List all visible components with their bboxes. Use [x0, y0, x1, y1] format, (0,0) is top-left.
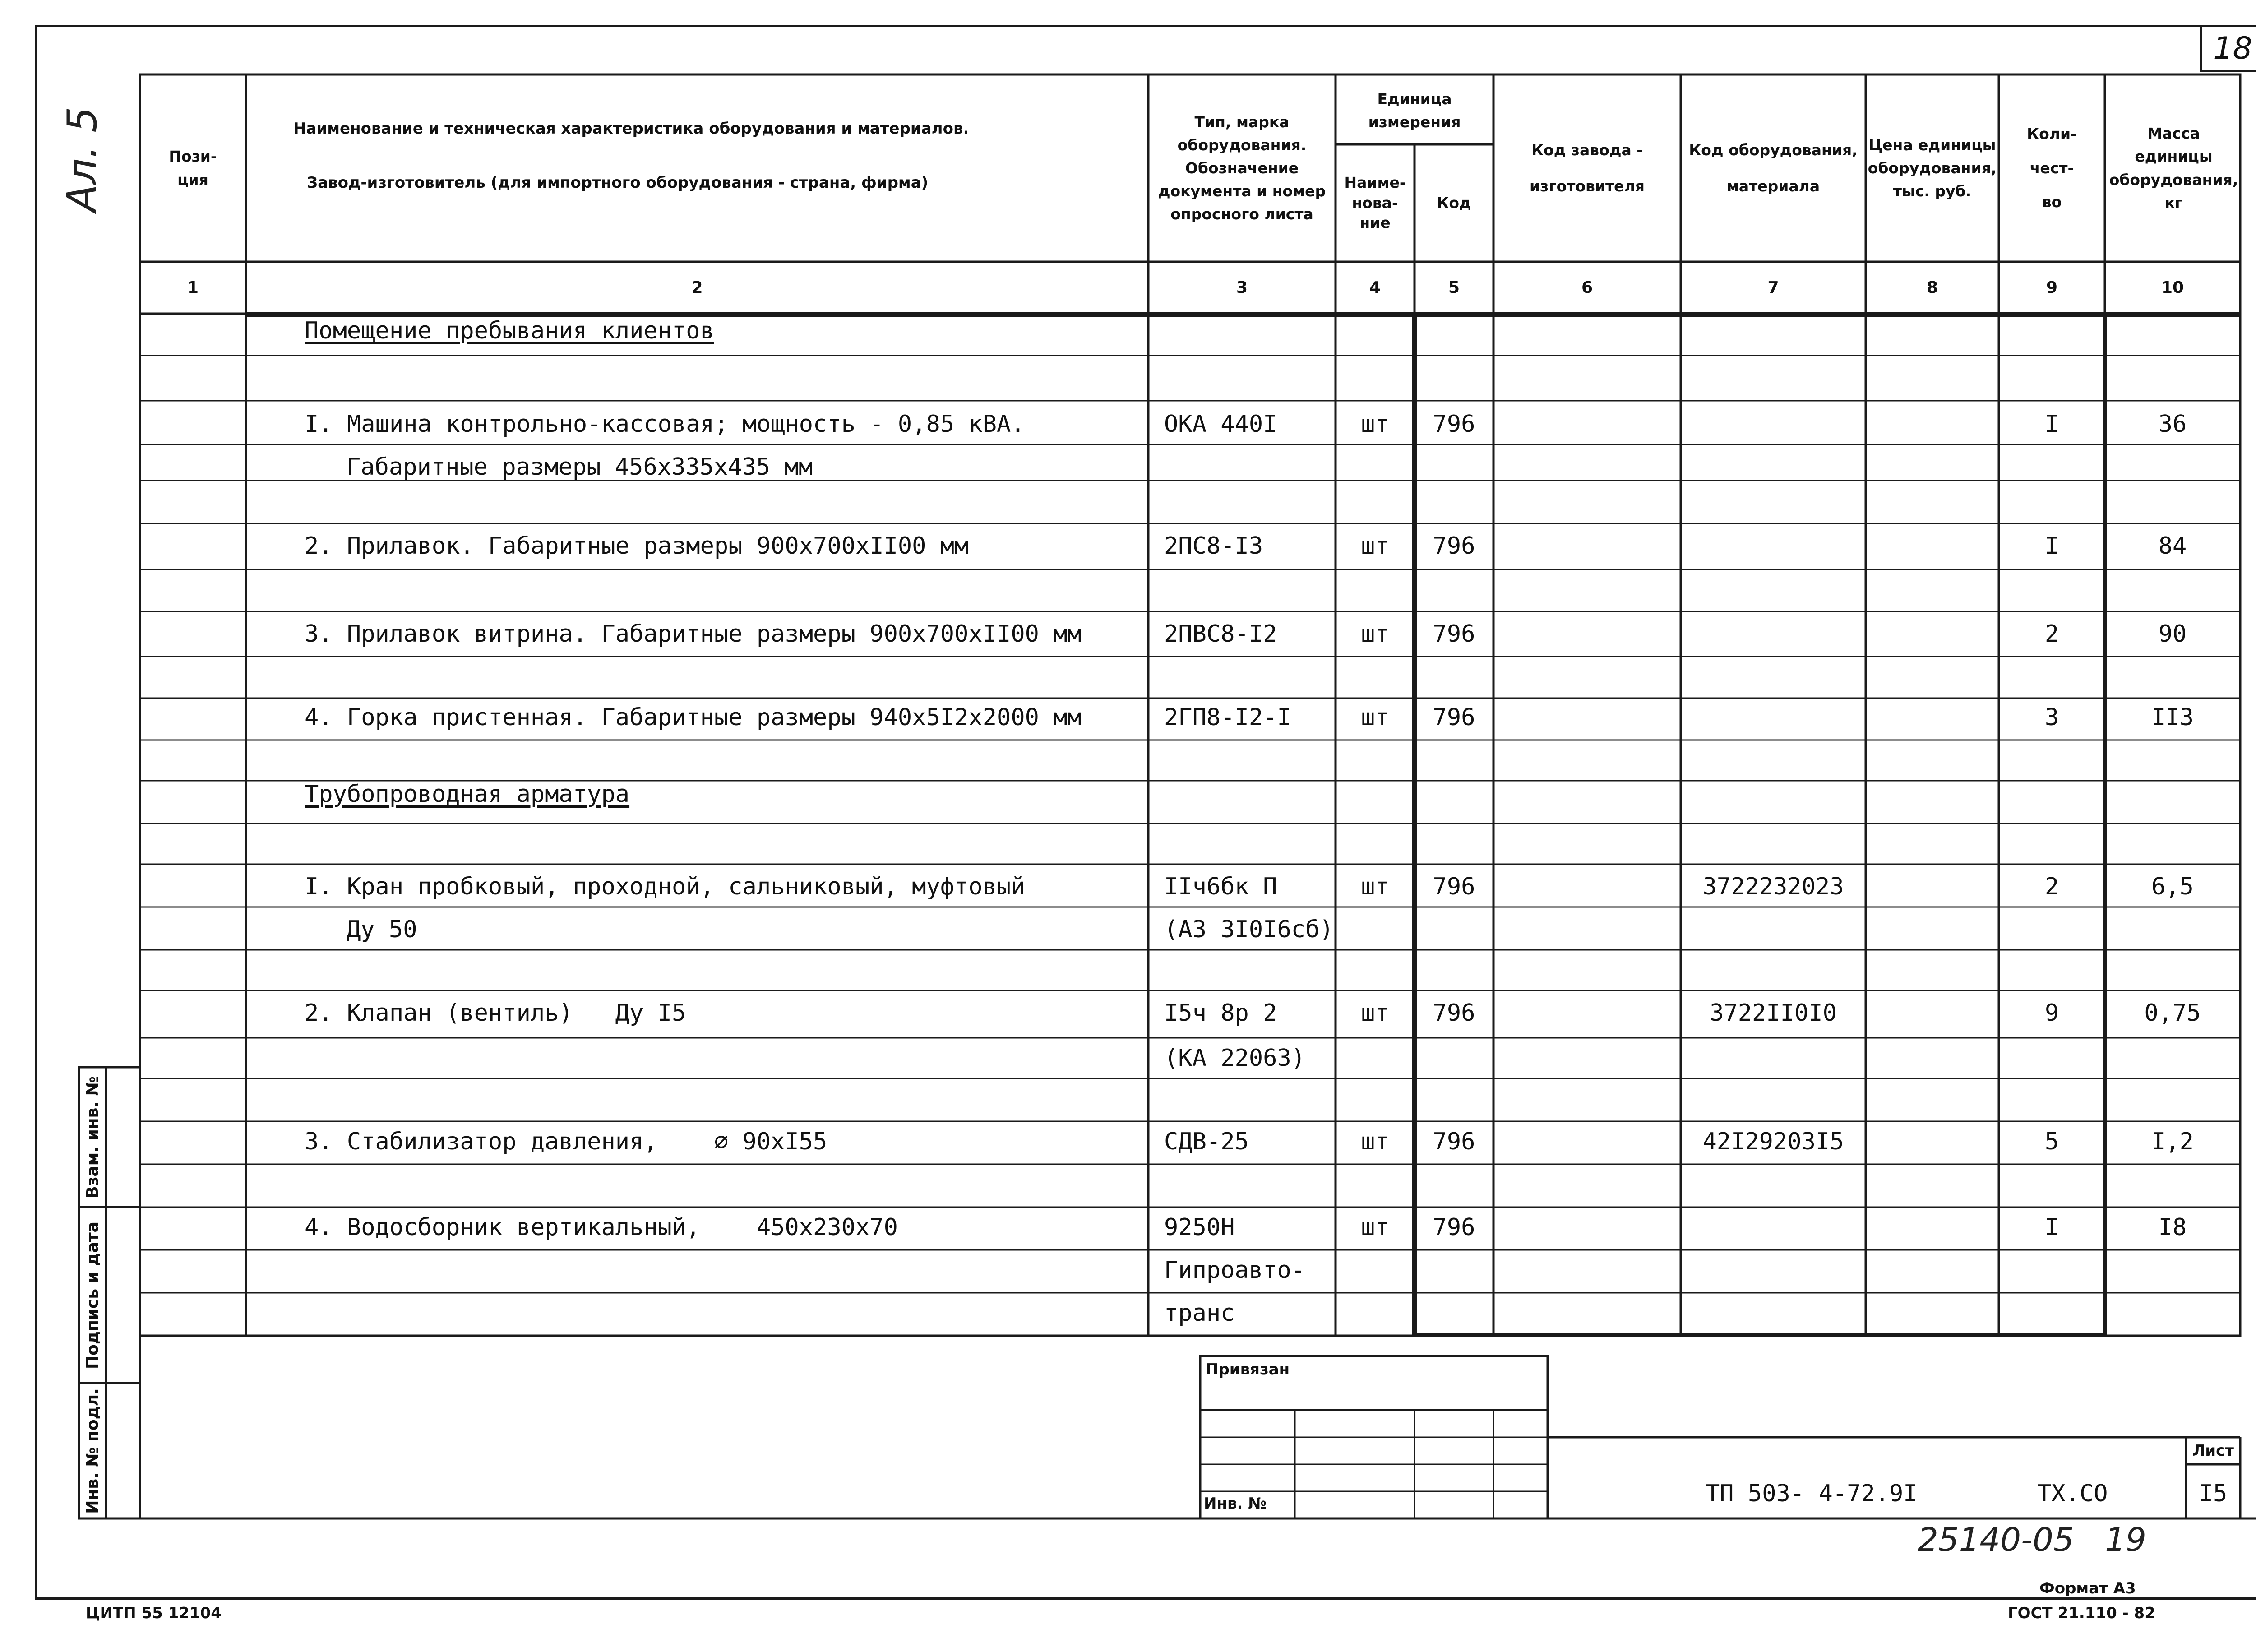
item-plug-valve-type: IIч6бк П: [1164, 873, 1277, 900]
col-header-pos: Пози- ция: [169, 148, 217, 189]
item-display-counter-code: 796: [1433, 620, 1475, 648]
item-display-counter-type: 2ПВС8-I2: [1164, 620, 1277, 648]
item-stabilizer-name: 3. Стабилизатор давления, ∅ 90xI55: [305, 1128, 828, 1155]
item-cash-register-dimensions: Габаритные размеры 456x335x435 мм: [347, 453, 813, 481]
item-globe-valve-name: 2. Клапан (вентиль) Ду I5: [305, 1000, 686, 1027]
page-number: 18: [2213, 31, 2252, 66]
item-stabilizer-type: СДВ-25: [1164, 1128, 1249, 1155]
item-cash-register-type: ОКА 440I: [1164, 411, 1277, 438]
item-counter-code: 796: [1433, 532, 1475, 560]
item-globe-valve-unit: шт: [1361, 1000, 1389, 1027]
col-number-3: 3: [1236, 278, 1248, 297]
item-plug-valve-du: Ду 50: [347, 916, 417, 943]
handwritten-archive-number: 25140-05 19: [1918, 1521, 2146, 1559]
section-title-pipe-fittings: Трубопроводная арматура: [305, 781, 630, 808]
item-drain-collector-qty: I: [2044, 1214, 2059, 1241]
stamp-original-inv-label: Инв. № подл.: [83, 1388, 102, 1514]
inv-number-label: Инв. №: [1204, 1495, 1267, 1513]
document-code: ТП 503- 4-72.9I: [1706, 1480, 1918, 1507]
item-wall-shelf-mass: II3: [2151, 704, 2194, 731]
item-counter-name: 2. Прилавок. Габаритные размеры 900x700xII00 мм: [305, 532, 969, 560]
footer-gost: ГОСТ 21.110 - 82: [2008, 1604, 2155, 1622]
handwritten-sheet-mark: Ал. 5: [59, 106, 106, 212]
item-plug-valve-qty: 2: [2044, 873, 2059, 900]
item-counter-unit: шт: [1361, 532, 1389, 560]
item-display-counter-name: 3. Прилавок витрина. Габаритные размеры 900x700xII00 мм: [305, 620, 1082, 648]
item-stabilizer-equip-code: 42I29203I5: [1702, 1128, 1844, 1155]
col-header-type: Тип, марка оборудования. Обозначение документа и номер опросного листа: [1158, 113, 1326, 223]
col-header-name-line1: Наименование и техническая характеристика оборудования и материалов.: [293, 120, 969, 138]
item-cash-register-unit: шт: [1361, 411, 1389, 438]
col-header-qty: Коли- чест- во: [2027, 125, 2077, 211]
item-globe-valve-qty: 9: [2044, 1000, 2059, 1027]
col-header-factory-code: Код завода - изготовителя: [1530, 141, 1645, 195]
item-drain-collector-type: 9250Н: [1164, 1214, 1235, 1241]
col-number-8: 8: [1926, 278, 1938, 297]
stamp-replacement-inv-label: Взам. инв. №: [83, 1076, 102, 1199]
item-counter-mass: 84: [2158, 532, 2187, 560]
item-wall-shelf-name: 4. Горка пристенная. Габаритные размеры 940x5I2x2000 мм: [305, 704, 1082, 731]
item-drain-collector-name: 4. Водосборник вертикальный, 450x230x70: [305, 1214, 898, 1241]
col-number-6: 6: [1581, 278, 1593, 297]
stamp-original-inv: [79, 1383, 106, 1518]
item-cash-register-name: I. Машина контрольно-кассовая; мощность - 0,85 кВА.: [305, 411, 1025, 438]
item-drain-collector-designer-line1: Гипроавто-: [1164, 1257, 1306, 1284]
item-globe-valve-code: 796: [1433, 1000, 1475, 1027]
col-number-5: 5: [1448, 278, 1460, 297]
col-header-mass: Масса единицы оборудования, кг: [2109, 125, 2238, 212]
item-drain-collector-designer-line2: транс: [1164, 1300, 1235, 1327]
item-cash-register-qty: I: [2044, 411, 2059, 438]
stamp-signature-date: [79, 1207, 106, 1383]
item-display-counter-qty: 2: [2044, 620, 2059, 648]
item-plug-valve-name: I. Кран пробковый, проходной, сальниковый, муфтовый: [305, 873, 1025, 900]
sheet-value: I5: [2199, 1480, 2228, 1507]
col-number-7: 7: [1767, 278, 1779, 297]
footer-format: Формат А3: [2039, 1579, 2136, 1597]
col-header-name-line2: Завод-изготовитель (для импортного оборудования - страна, фирма): [307, 174, 929, 192]
col-header-unit-code: Код: [1437, 194, 1471, 212]
item-counter-qty: I: [2044, 532, 2059, 560]
item-globe-valve-mass: 0,75: [2144, 1000, 2201, 1027]
document-mark: ТХ.СО: [2037, 1480, 2108, 1507]
item-cash-register-code: 796: [1433, 411, 1475, 438]
stamp-replacement-inv: [79, 1067, 106, 1207]
item-drain-collector-code: 796: [1433, 1214, 1475, 1241]
item-stabilizer-qty: 5: [2044, 1128, 2059, 1155]
item-counter-type: 2ПС8-I3: [1164, 532, 1263, 560]
section-title-client-area: Помещение пребывания клиентов: [305, 317, 714, 344]
item-stabilizer-mass: I,2: [2151, 1128, 2194, 1155]
item-plug-valve-equip-code: 3722232023: [1702, 873, 1844, 900]
col-number-4: 4: [1369, 278, 1381, 297]
item-drain-collector-unit: шт: [1361, 1214, 1389, 1241]
item-cash-register-mass: 36: [2158, 411, 2187, 438]
item-display-counter-unit: шт: [1361, 620, 1389, 648]
item-stabilizer-code: 796: [1433, 1128, 1475, 1155]
item-wall-shelf-type: 2ГП8-I2-I: [1164, 704, 1291, 731]
stamp-signature-date-label: Подпись и дата: [83, 1221, 102, 1369]
item-plug-valve-unit: шт: [1361, 873, 1389, 900]
col-header-equip-code: Код оборудования, материала: [1689, 141, 1858, 195]
item-plug-valve-mass: 6,5: [2151, 873, 2194, 900]
col-header-unit: Единица измерения: [1368, 90, 1461, 131]
item-globe-valve-type: I5ч 8р 2: [1164, 1000, 1277, 1027]
item-plug-valve-doc: (АЗ 3I0I6сб): [1164, 916, 1334, 943]
col-number-10: 10: [2161, 278, 2184, 297]
col-header-unit-name: Наиме- нова- ние: [1344, 174, 1406, 232]
item-plug-valve-code: 796: [1433, 873, 1475, 900]
item-wall-shelf-code: 796: [1433, 704, 1475, 731]
item-drain-collector-mass: I8: [2158, 1214, 2187, 1241]
item-globe-valve-doc: (КА 22063): [1164, 1045, 1306, 1072]
col-header-price: Цена единицы оборудования, тыс. руб.: [1868, 136, 1997, 200]
col-number-2: 2: [691, 278, 703, 297]
footer-publisher: ЦИТП 55 12104: [86, 1604, 222, 1622]
item-wall-shelf-unit: шт: [1361, 704, 1389, 731]
item-wall-shelf-qty: 3: [2044, 704, 2059, 731]
col-number-1: 1: [187, 278, 199, 297]
col-number-9: 9: [2046, 278, 2058, 297]
sheet-label: Лист: [2192, 1442, 2234, 1460]
item-stabilizer-unit: шт: [1361, 1128, 1389, 1155]
bound-label: Привязан: [1206, 1360, 1290, 1379]
item-display-counter-mass: 90: [2158, 620, 2187, 648]
item-globe-valve-equip-code: 3722II0I0: [1710, 1000, 1837, 1027]
